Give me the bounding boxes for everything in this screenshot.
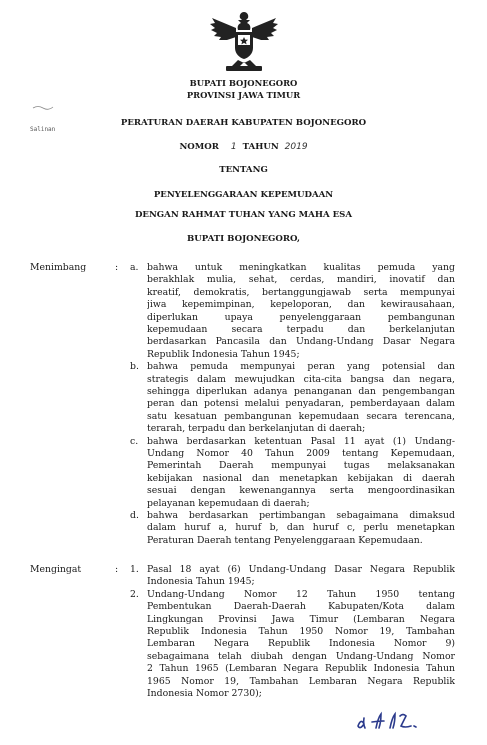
mengingat-item-line: Indonesia Nomor 2730); [147,688,262,700]
menimbang-colon: : [115,262,119,273]
menimbang-item-line: bahwa berdasarkan ketentuan Pasal 11 ayat (1) Undang- [147,435,455,447]
menimbang-item-line: Republik Indonesia Tahun 1945; [147,348,300,360]
tahun-value: 2019 [284,142,308,152]
subject-heading: PENYELENGGARAAN KEPEMUDAAN [153,190,334,200]
mengingat-item-line: 1965 Nomor 19, Tambahan Lembaran Negara Republik [147,675,455,687]
menimbang-item-line: dalam huruf a, huruf b, dan huruf c, perlu menetapkan [147,522,455,534]
menimbang-item-line: sehingga diperlukan adanya penanganan dan pengembangan [147,386,455,397]
menimbang-item-line: berdasarkan Pancasila dan Undang-Undang Dasar Negara [147,336,455,348]
menimbang-item-line: bahwa pemuda mempunyai peran yang potensial dan [147,361,455,373]
province-heading: PROVINSI JAWA TIMUR [186,90,301,100]
stamp-mark-icon [32,104,54,110]
tentang-heading: TENTANG [219,165,268,175]
invocation-heading: DENGAN RAHMAT TUHAN YANG MAHA ESA [134,210,353,220]
mengingat-item-line: Pembentukan Daerah-Daerah Kabupaten/Kota dalam [147,601,455,613]
mengingat-item-line: sebagaimana telah diubah dengan Undang-Undang Nomor [147,650,455,662]
garuda-emblem-icon [208,8,280,72]
mengingat-item-line: 2 Tahun 1965 (Lembaran Negara Republik Indonesia Tahun [147,663,455,675]
mengingat-item-marker: 2. [130,588,139,600]
menimbang-item-marker: c. [130,435,139,447]
menimbang-item-line: kreatif, demokratis, bertanggungjawab serta mempunyai [147,286,455,298]
menimbang-item-marker: a. [130,262,139,273]
menimbang-item-line: berakhlak mulia, sehat, cerdas, mandiri, inovatif dan [147,274,455,286]
mengingat-item-line: Republik Indonesia Tahun 1950 Nomor 19, Tambahan [147,626,455,638]
mengingat-item-line: Indonesia Tahun 1945; [147,576,255,588]
mengingat-label: Mengingat [30,564,82,575]
menimbang-label: Menimbang [30,262,87,273]
menimbang-item-line: kepemudaan secara terpadu dan berkelanjutan [147,324,455,336]
menimbang-item-line: Peraturan Daerah tentang Penyelenggaraan Kepemudaan. [147,534,423,546]
paraf-signature [350,708,450,734]
menimbang-item-line: diperlukan upaya penyelenggaraan pembangunan [147,311,455,323]
menimbang-item-line: sesuai dengan kewenangannya serta mengoordinasikan [147,485,455,497]
menimbang-item-line: Pemerintah Daerah mempunyai tugas melaksanakan [147,460,455,472]
menimbang-item-line: peran dan potensi melalui penyadaran, pemberdayaan dalam [147,398,455,410]
issuer-heading: BUPATI BOJONEGORO, [186,234,300,244]
salinan-stamp: Salinan [30,126,56,133]
menimbang-item-marker: d. [130,510,139,521]
nomor-label: NOMOR [179,142,219,152]
menimbang-item-text [147,510,455,547]
menimbang-item-line: bahwa untuk meningkatkan kualitas pemuda yang [147,262,455,273]
regulation-number-line [0,142,487,152]
menimbang-item-text [147,436,455,510]
menimbang-item-text [147,262,455,361]
regulation-title: PERATURAN DAERAH KABUPATEN BOJONEGORO [120,118,367,128]
menimbang-item-text [147,361,455,435]
nomor-value: 1 [230,142,237,152]
menimbang-item-line: satu kesatuan pembangunan kepemudaan secara terencana, [147,410,455,422]
menimbang-item-line: strategis dalam mewujudkan cita-cita bangsa dan negara, [147,373,455,385]
mengingat-item-text [147,564,455,589]
tahun-label: TAHUN [242,142,279,152]
mengingat-item-line: Pasal 18 ayat (6) Undang-Undang Dasar Negara Republik [147,564,455,575]
menimbang-item-line: Undang Nomor 40 Tahun 2009 tentang Kepemudaan, [147,448,455,459]
mengingat-item-marker: 1. [130,564,139,575]
menimbang-item-line: kebijakan nasional dan menetapkan kebijakan di daerah [147,472,455,484]
menimbang-item-line: pelayanan kepemudaan di daerah; [147,497,310,509]
mengingat-item-text [147,589,455,701]
mengingat-item-line: Undang-Undang Nomor 12 Tahun 1950 tentang [147,588,455,600]
menimbang-item-line: bahwa berdasarkan pertimbangan sebagaimana dimaksud [147,510,455,521]
mengingat-item-line: Lembaran Negara Republik Indonesia Nomor 9) [147,638,455,650]
mengingat-colon: : [115,564,119,575]
menimbang-item-marker: b. [130,361,139,373]
menimbang-item-line: terarah, terpadu dan berkelanjutan di daerah; [147,423,366,435]
mengingat-item-line: Lingkungan Provinsi Jawa Timur (Lembaran Negara [147,613,455,625]
menimbang-item-line: jiwa kepemimpinan, kepeloporan, dan kewirausahaan, [147,299,455,311]
regent-heading: BUPATI BOJONEGORO [189,78,298,88]
